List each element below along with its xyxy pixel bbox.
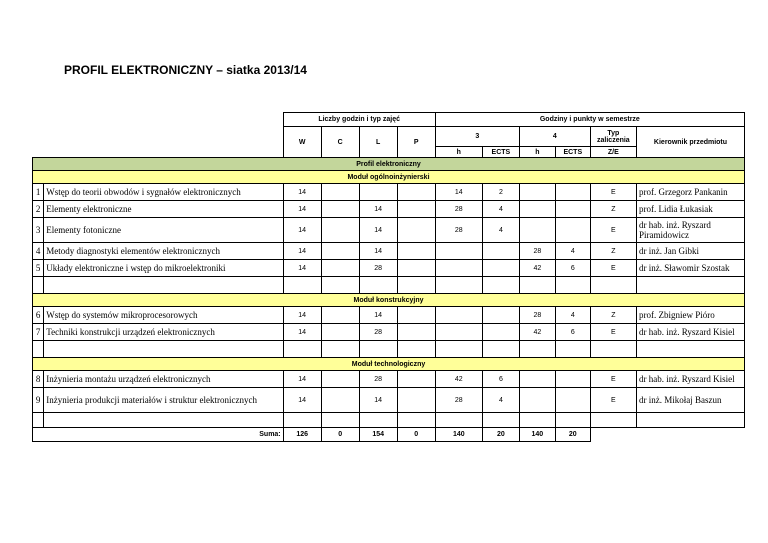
cell-P <box>397 307 435 324</box>
cell-h3 <box>435 307 482 324</box>
table-row <box>33 184 745 201</box>
col-ects3: ECTS <box>482 147 519 158</box>
cell-C <box>321 201 359 218</box>
cell-e4 <box>555 371 590 388</box>
cell-typ: E <box>590 218 636 243</box>
cell-P <box>397 388 435 413</box>
blank-cell <box>321 277 359 294</box>
subject-name: Elementy elektroniczne <box>44 201 283 218</box>
blank-cell <box>397 341 435 358</box>
cell-C <box>321 184 359 201</box>
course-lead: prof. Lidia Łukasiak <box>636 201 744 218</box>
row-number: 7 <box>33 324 44 341</box>
row-number: 1 <box>33 184 44 201</box>
cell-C <box>321 324 359 341</box>
table-row <box>33 388 745 413</box>
blank-cell <box>519 277 555 294</box>
course-lead: dr inż. Mikołaj Baszun <box>636 388 744 413</box>
cell-typ: Z <box>590 243 636 260</box>
sum-e4: 20 <box>555 428 590 442</box>
blank-cell <box>359 341 397 358</box>
course-lead: dr hab. inż. Ryszard Piramidowicz <box>636 218 744 243</box>
cell-L: 28 <box>359 260 397 277</box>
cell-h3: 14 <box>435 184 482 201</box>
course-lead: prof. Grzegorz Pankanin <box>636 184 744 201</box>
sum-L: 154 <box>359 428 397 442</box>
cell-C <box>321 388 359 413</box>
blank-cell <box>482 413 519 428</box>
cell-P <box>397 184 435 201</box>
cell-e4: 6 <box>555 324 590 341</box>
cell-L: 14 <box>359 201 397 218</box>
col-L: L <box>359 127 397 158</box>
row-number: 2 <box>33 201 44 218</box>
row-number: 5 <box>33 260 44 277</box>
cell-L: 14 <box>359 243 397 260</box>
blank-cell <box>555 341 590 358</box>
blank-cell <box>636 277 744 294</box>
module-band: Moduł ogólnoinżynierski <box>33 171 745 184</box>
blank-cell <box>590 413 636 428</box>
blank-cell <box>397 277 435 294</box>
cell-typ: E <box>590 324 636 341</box>
blank-cell <box>519 341 555 358</box>
table-row <box>33 307 745 324</box>
table-row <box>33 218 745 243</box>
blank-cell <box>321 413 359 428</box>
blank-cell <box>590 277 636 294</box>
cell-h4: 28 <box>519 243 555 260</box>
row-number: 6 <box>33 307 44 324</box>
subject-name: Inżynieria montażu urządzeń elektronicznych <box>44 371 283 388</box>
row-number: 8 <box>33 371 44 388</box>
cell-W: 14 <box>283 260 321 277</box>
cell-L: 14 <box>359 307 397 324</box>
cell-P <box>397 371 435 388</box>
table-row <box>33 371 745 388</box>
header-spacer <box>33 127 284 147</box>
cell-e3: 2 <box>482 184 519 201</box>
cell-L: 28 <box>359 371 397 388</box>
col-ects4: ECTS <box>555 147 590 158</box>
sum-e3: 20 <box>482 428 519 442</box>
col-ze: Z/E <box>590 147 636 158</box>
cell-e3: 4 <box>482 218 519 243</box>
course-lead: dr inż. Jan Gibki <box>636 243 744 260</box>
blank-cell <box>519 413 555 428</box>
sum-W: 126 <box>283 428 321 442</box>
cell-h3: 28 <box>435 201 482 218</box>
cell-P <box>397 243 435 260</box>
course-lead: dr hab. inż. Ryszard Kisiel <box>636 324 744 341</box>
sum-C: 0 <box>321 428 359 442</box>
table-row <box>33 243 745 260</box>
cell-typ: Z <box>590 307 636 324</box>
col-typ: Typ zaliczenia <box>590 127 636 147</box>
cell-C <box>321 371 359 388</box>
cell-W: 14 <box>283 184 321 201</box>
cell-C <box>321 243 359 260</box>
blank-cell <box>44 341 283 358</box>
blank-cell <box>283 413 321 428</box>
blank-cell <box>44 277 283 294</box>
blank-cell <box>555 277 590 294</box>
cell-h3 <box>435 324 482 341</box>
blank-cell <box>482 277 519 294</box>
cell-h4: 42 <box>519 260 555 277</box>
sum-label: Suma: <box>33 428 284 442</box>
row-number: 4 <box>33 243 44 260</box>
subject-name: Wstęp do teorii obwodów i sygnałów elektronicznych <box>44 184 283 201</box>
cell-L <box>359 184 397 201</box>
hours-group-header: Liczby godzin i typ zajęć <box>283 113 435 127</box>
blank-cell <box>283 277 321 294</box>
blank-cell <box>283 341 321 358</box>
cell-e3: 6 <box>482 371 519 388</box>
cell-e3 <box>482 260 519 277</box>
cell-h3 <box>435 243 482 260</box>
cell-e4: 6 <box>555 260 590 277</box>
page-title: PROFIL ELEKTRONICZNY – siatka 2013/14 <box>64 63 307 77</box>
sum-h3: 140 <box>435 428 482 442</box>
col-C: C <box>321 127 359 158</box>
blank-cell <box>33 341 44 358</box>
table-row <box>33 260 745 277</box>
blank-cell <box>555 413 590 428</box>
cell-W: 14 <box>283 218 321 243</box>
subject-name: Metody diagnostyki elementów elektronicznych <box>44 243 283 260</box>
cell-e3: 4 <box>482 388 519 413</box>
course-lead: dr hab. inż. Ryszard Kisiel <box>636 371 744 388</box>
blank-cell <box>33 413 44 428</box>
subject-name: Techniki konstrukcji urządzeń elektronicznych <box>44 324 283 341</box>
cell-h4 <box>519 201 555 218</box>
course-lead: prof. Zbigniew Pióro <box>636 307 744 324</box>
cell-typ: Z <box>590 201 636 218</box>
module-band: Moduł technologiczny <box>33 358 745 371</box>
cell-typ: E <box>590 371 636 388</box>
cell-W: 14 <box>283 307 321 324</box>
cell-P <box>397 201 435 218</box>
cell-h3: 28 <box>435 388 482 413</box>
blank-cell <box>359 413 397 428</box>
blank-cell <box>321 341 359 358</box>
col-W: W <box>283 127 321 158</box>
subject-name: Elementy fotoniczne <box>44 218 283 243</box>
semester-group-header: Godziny i punkty w semestrze <box>435 113 744 127</box>
cell-e4: 4 <box>555 243 590 260</box>
course-lead: dr inż. Sławomir Szostak <box>636 260 744 277</box>
cell-h3: 28 <box>435 218 482 243</box>
blank-cell <box>33 277 44 294</box>
cell-L: 28 <box>359 324 397 341</box>
cell-typ: E <box>590 260 636 277</box>
cell-e4 <box>555 184 590 201</box>
cell-typ: E <box>590 184 636 201</box>
subject-name: Wstęp do systemów mikroprocesorowych <box>44 307 283 324</box>
cell-e4 <box>555 388 590 413</box>
col-sem3: 3 <box>435 127 519 147</box>
cell-e3 <box>482 324 519 341</box>
row-number: 9 <box>33 388 44 413</box>
profile-band: Profil elektroniczny <box>33 158 745 171</box>
col-kier: Kierownik przedmiotu <box>636 127 744 158</box>
col-h4: h <box>519 147 555 158</box>
subject-name: Układy elektroniczne i wstęp do mikroelektroniki <box>44 260 283 277</box>
cell-h4: 42 <box>519 324 555 341</box>
blank-cell <box>636 341 744 358</box>
cell-h4 <box>519 184 555 201</box>
table-row <box>33 324 745 341</box>
cell-L: 14 <box>359 388 397 413</box>
blank-cell <box>435 413 482 428</box>
blank-cell <box>636 413 744 428</box>
cell-h4 <box>519 388 555 413</box>
cell-W: 14 <box>283 324 321 341</box>
module-band: Moduł konstrukcyjny <box>33 294 745 307</box>
blank-cell <box>44 413 283 428</box>
blank-cell <box>435 341 482 358</box>
blank-cell <box>397 413 435 428</box>
sum-spacer <box>590 428 744 442</box>
cell-P <box>397 218 435 243</box>
cell-P <box>397 324 435 341</box>
cell-h3 <box>435 260 482 277</box>
cell-e4 <box>555 218 590 243</box>
row-number: 3 <box>33 218 44 243</box>
col-P: P <box>397 127 435 158</box>
cell-h3: 42 <box>435 371 482 388</box>
cell-W: 14 <box>283 201 321 218</box>
cell-h4 <box>519 218 555 243</box>
cell-W: 14 <box>283 243 321 260</box>
cell-e4 <box>555 201 590 218</box>
subject-name: Inżynieria produkcji materiałów i struktur elektronicznych <box>44 388 283 413</box>
cell-C <box>321 260 359 277</box>
sum-h4: 140 <box>519 428 555 442</box>
cell-e3 <box>482 243 519 260</box>
cell-P <box>397 260 435 277</box>
cell-L: 14 <box>359 218 397 243</box>
curriculum-table <box>32 112 745 442</box>
blank-cell <box>359 277 397 294</box>
cell-h4 <box>519 371 555 388</box>
sum-P: 0 <box>397 428 435 442</box>
header-spacer <box>33 113 284 127</box>
cell-C <box>321 218 359 243</box>
cell-W: 14 <box>283 388 321 413</box>
blank-cell <box>482 341 519 358</box>
cell-typ: E <box>590 388 636 413</box>
blank-cell <box>590 341 636 358</box>
cell-e3 <box>482 307 519 324</box>
cell-e4: 4 <box>555 307 590 324</box>
cell-C <box>321 307 359 324</box>
header-spacer <box>33 147 284 158</box>
col-sem4: 4 <box>519 127 590 147</box>
col-h3: h <box>435 147 482 158</box>
blank-cell <box>435 277 482 294</box>
cell-h4: 28 <box>519 307 555 324</box>
cell-e3: 4 <box>482 201 519 218</box>
table-row <box>33 201 745 218</box>
cell-W: 14 <box>283 371 321 388</box>
